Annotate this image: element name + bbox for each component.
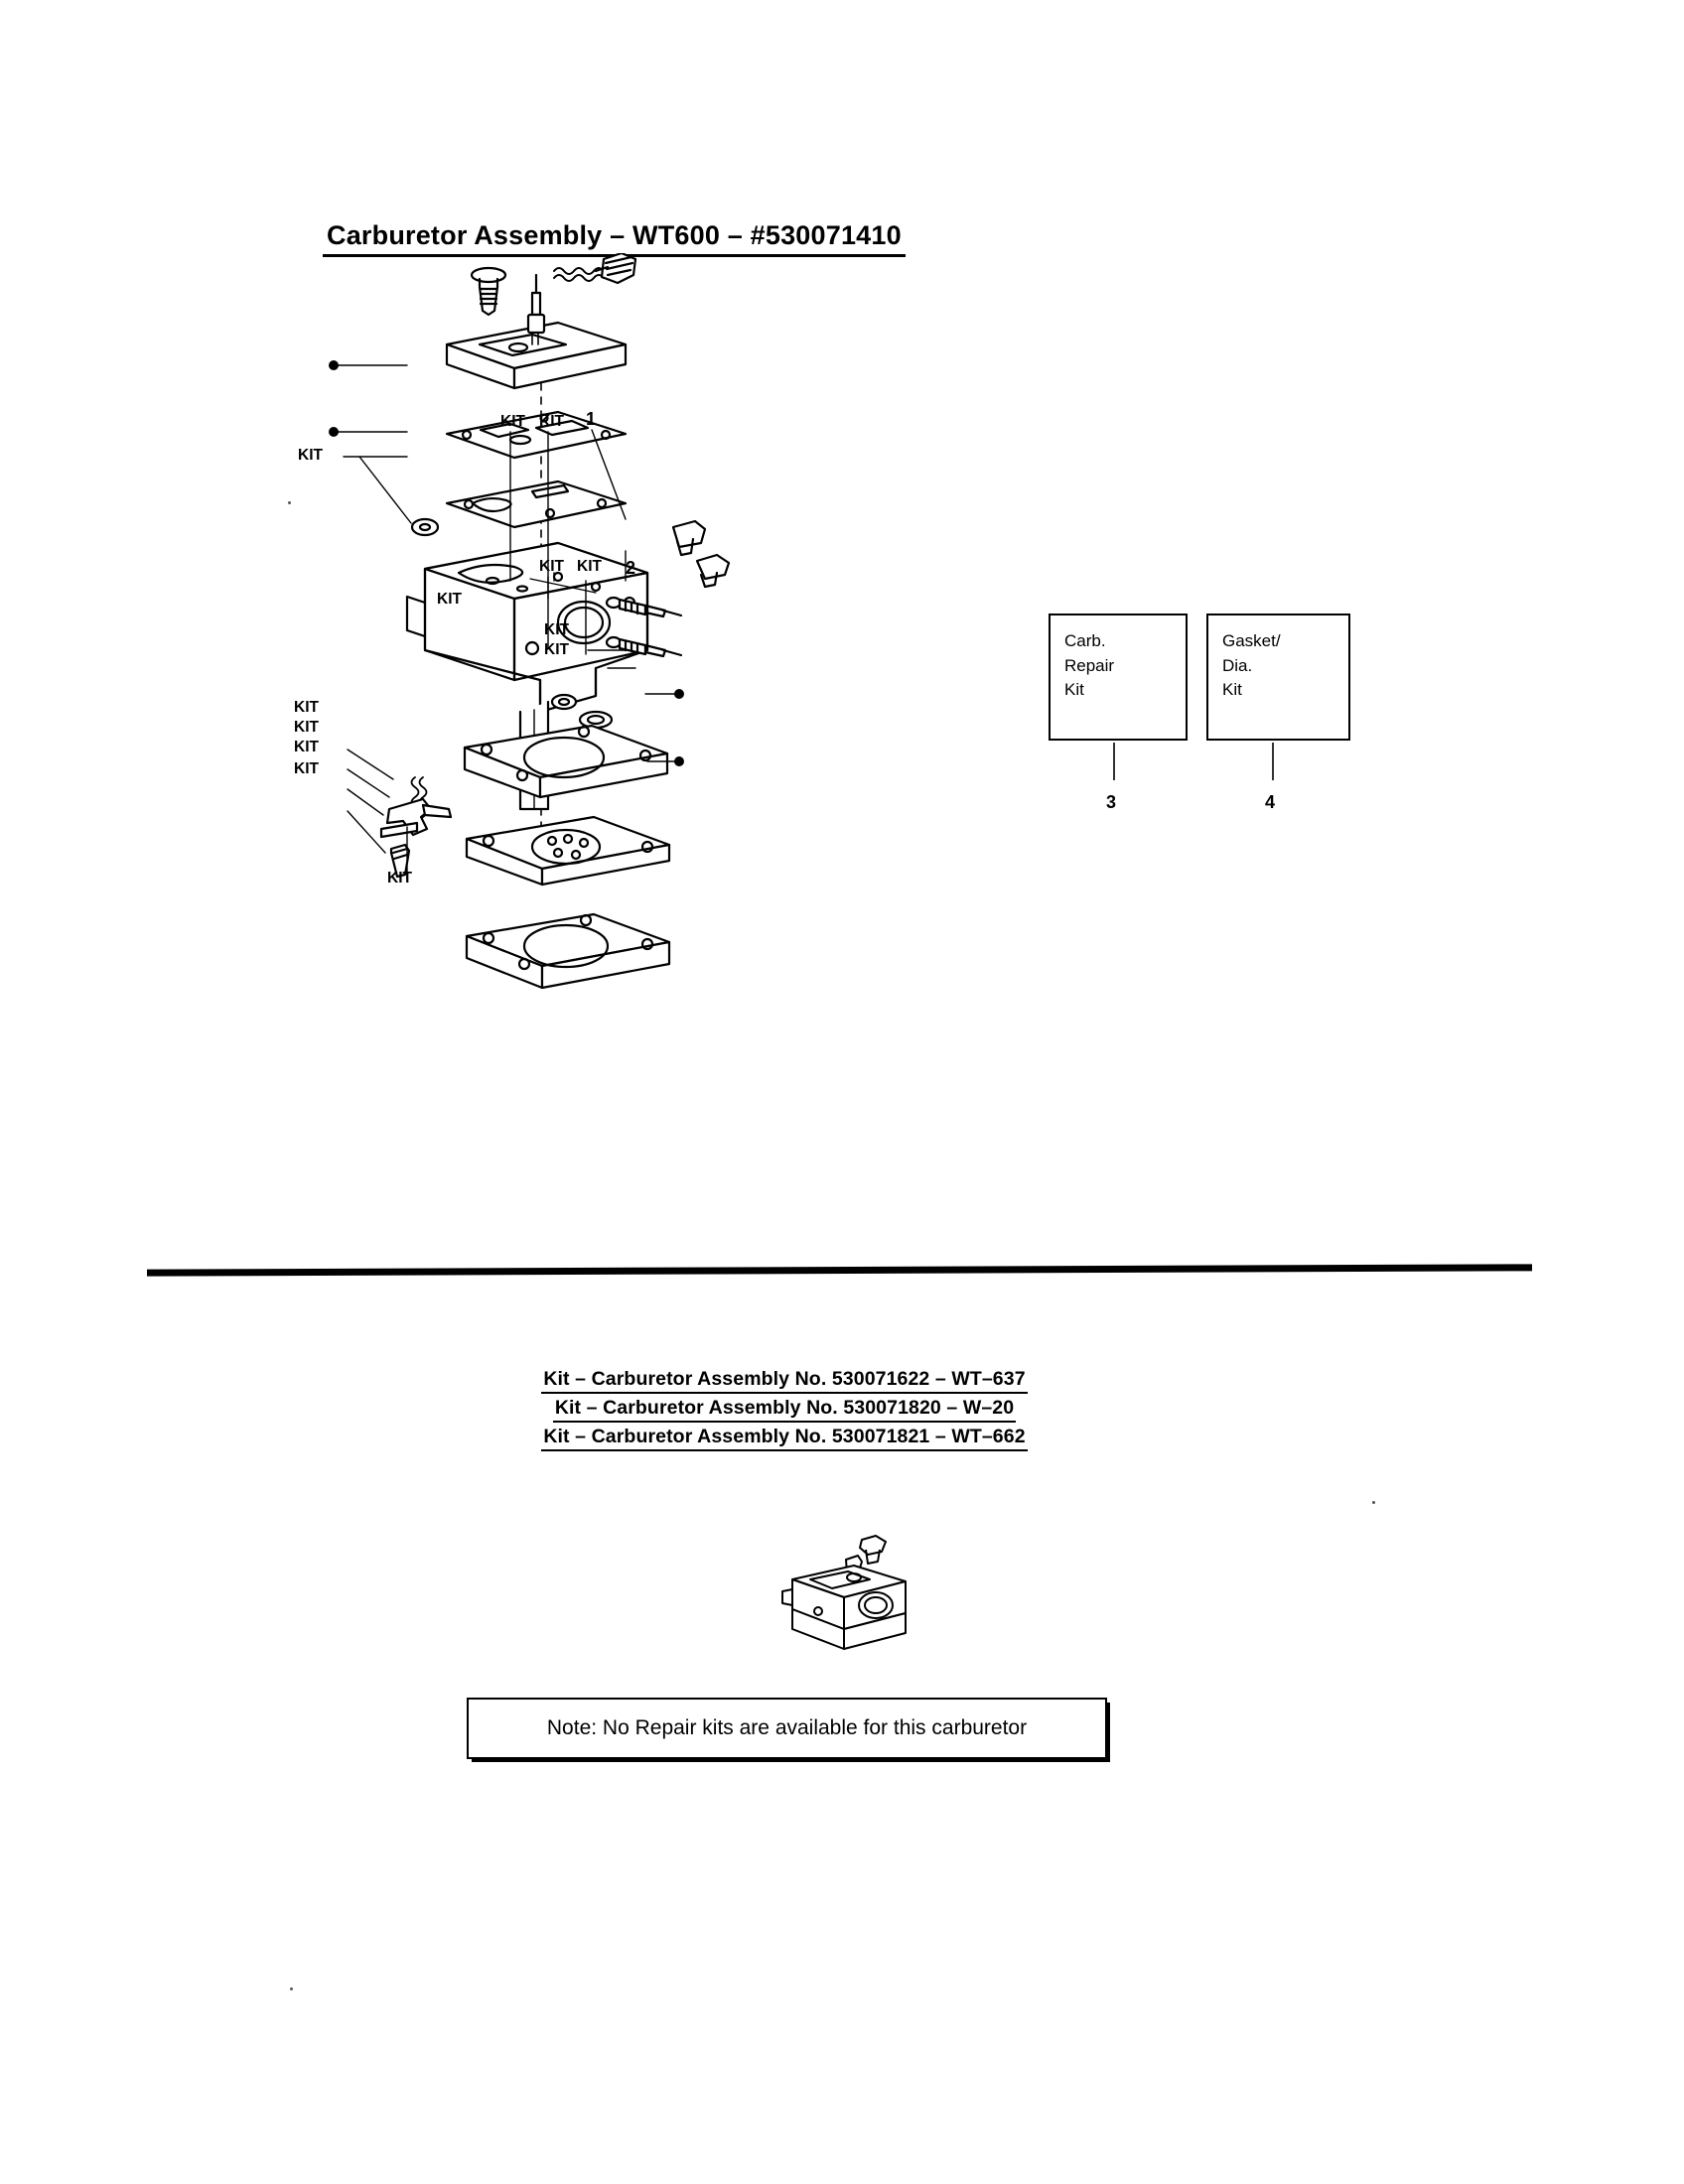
assembled-carburetor-figure <box>774 1534 953 1683</box>
gasket-dia-kit-line-2: Dia. <box>1222 655 1253 675</box>
carb-repair-kit-number: 3 <box>1106 792 1117 812</box>
callout-kit-needle-lower-a: KIT <box>539 558 564 575</box>
note-box <box>467 1698 1107 1759</box>
gasket-dia-kit-number: 4 <box>1265 792 1276 812</box>
kit-box-leader-lines <box>1043 735 1370 794</box>
carb-repair-kit-box <box>1049 614 1188 741</box>
callout-kit-inlet-needle: KIT <box>294 760 319 777</box>
section-divider <box>147 1264 1532 1276</box>
note-text: Note: No Repair kits are available for this carburetor <box>546 1716 1028 1739</box>
carb-repair-kit-line-2: Repair <box>1064 655 1115 675</box>
carb-repair-kit-line-1: Carb. <box>1064 631 1106 650</box>
exploded-view-svg <box>298 253 993 1206</box>
kit-list-item: Kit – Carburetor Assembly No. 530071820 – W–20 <box>553 1397 1016 1423</box>
callout-kit-needle-upper-a: KIT <box>500 413 525 430</box>
carburetor-exploded-diagram <box>294 253 993 1206</box>
kit-assembly-list <box>288 1368 1281 1454</box>
scan-speck <box>1372 1501 1375 1504</box>
callout-kit-needle-upper-b: KIT <box>539 413 564 430</box>
assembled-carburetor-svg <box>774 1534 953 1683</box>
gasket-dia-kit-box <box>1206 614 1350 741</box>
gasket-dia-kit-line-3: Kit <box>1222 680 1242 700</box>
gasket-dia-kit-line-1: Gasket/ <box>1222 631 1281 650</box>
callout-kit-lever-arm: KIT <box>294 719 319 736</box>
callout-kit-gasket-lower: KIT <box>544 641 569 658</box>
callout-item-2: 2 <box>626 558 636 578</box>
callout-kit-bottom-center: KIT <box>387 870 412 887</box>
callout-kit-needle-lower-b: KIT <box>577 558 602 575</box>
callout-kit-mid-left-2: KIT <box>298 447 323 464</box>
callout-kit-screen: KIT <box>544 621 569 638</box>
carb-repair-kit-line-3: Kit <box>1064 680 1084 700</box>
callout-kit-grommet: KIT <box>437 591 462 608</box>
callout-item-1: 1 <box>586 409 597 429</box>
kit-list-item: Kit – Carburetor Assembly No. 530071622 – WT–637 <box>541 1368 1027 1394</box>
page-title: Carburetor Assembly – WT600 – #530071410 <box>323 220 906 257</box>
callout-kit-lever-pin: KIT <box>294 739 319 755</box>
callout-kit-lever-spring: KIT <box>294 699 319 716</box>
kit-list-item: Kit – Carburetor Assembly No. 530071821 – WT–662 <box>541 1426 1027 1451</box>
scan-speck <box>290 1987 293 1990</box>
scan-speck <box>288 501 291 504</box>
